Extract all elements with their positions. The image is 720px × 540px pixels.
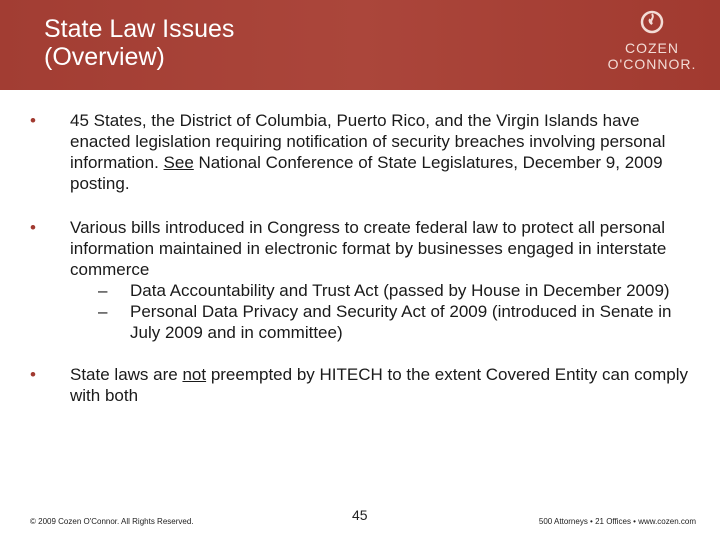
logo-text-cozen: COZEN [625, 40, 679, 56]
bullet-text [70, 365, 688, 405]
bullet-text-part: preempted by HITECH to the extent Covered Entity can comply with both [70, 365, 688, 405]
slide-title-line1: State Law Issues [44, 15, 235, 43]
header-bar [0, 0, 720, 90]
sub-bullet-item [98, 280, 690, 301]
slide-title-line2: (Overview) [44, 43, 165, 71]
bullet-text-part: State laws are [70, 365, 183, 384]
bullet-text: Various bills introduced in Congress to create federal law to protect all personal information maintained in electronic format by businesses engaged in interstate commerce [70, 218, 667, 279]
flame-circle-logo-icon [640, 10, 664, 34]
logo-text-oconnor: O'CONNOR. [607, 56, 697, 72]
page-number: 45 [352, 507, 368, 523]
sub-bullet-text: Data Accountability and Trust Act (passed by House in December 2009) [130, 281, 670, 300]
footer-copyright: © 2009 Cozen O'Connor. All Rights Reserved. [30, 517, 194, 526]
bullet-item-preemption [30, 364, 690, 406]
sub-bullet-list [70, 280, 690, 343]
bullet-icon: • [30, 218, 36, 237]
company-logo [602, 10, 702, 72]
bullet-item-states [30, 110, 690, 194]
bullet-item-congress [30, 217, 690, 343]
not-emphasis: not [182, 365, 207, 384]
dash-icon: – [98, 302, 108, 321]
see-reference: See [163, 153, 194, 172]
sub-bullet-text: Personal Data Privacy and Security Act of 2009 (introduced in Senate in July 2009 and in committee) [130, 302, 672, 342]
sub-bullet-item [98, 301, 690, 343]
bullet-icon: • [30, 365, 36, 384]
slide-content [30, 110, 690, 406]
slide-title [44, 15, 234, 71]
bullet-text-part: National Conference of State Legislatures, December 9, 2009 posting. [70, 153, 663, 193]
bullet-text [70, 111, 665, 193]
bullet-icon: • [30, 111, 36, 130]
dash-icon: – [98, 281, 108, 300]
bullet-text-part: 45 States, the District of Columbia, Puerto Rico, and the Virgin Islands have enacted legislation requiring notification of security breaches involving personal information. [70, 111, 666, 172]
footer-firm-info: 500 Attorneys • 21 Offices • www.cozen.com [538, 517, 696, 526]
